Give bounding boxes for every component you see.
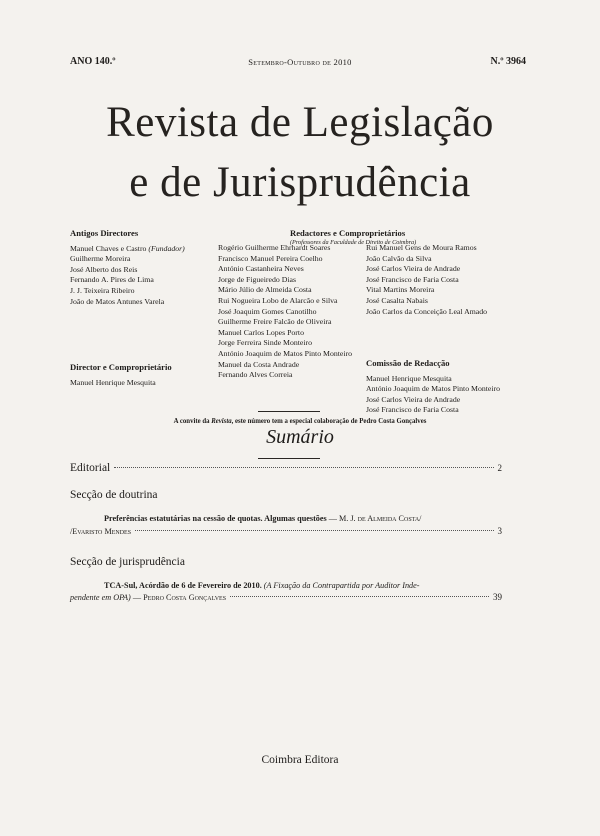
leader-dots xyxy=(230,596,489,597)
editor-name: António Castanheira Neves xyxy=(218,264,304,274)
toc-jurisprudence-entry-cont[interactable] xyxy=(70,592,502,602)
former-director-name: João de Matos Antunes Varela xyxy=(70,296,165,306)
director xyxy=(70,362,220,388)
editors-column-1 xyxy=(218,243,368,381)
issue-number: N.º 3964 xyxy=(490,56,526,67)
former-director-name: José Alberto dos Reis xyxy=(70,264,138,274)
director-heading: Director e Comproprietário xyxy=(70,362,172,372)
article-title: Preferências estatutárias na cessão de quotas. Algumas questões xyxy=(104,514,327,523)
divider xyxy=(258,458,320,459)
editor-name: Guilherme Freire Falcão de Oliveira xyxy=(218,317,332,327)
editor-name: Rogério Guilherme Ehrhardt Soares xyxy=(218,243,331,252)
section-doctrine-heading: Secção de doutrina xyxy=(70,489,158,501)
leader-dots xyxy=(114,467,493,468)
toc-editorial-label: Editorial xyxy=(70,462,111,474)
committee-member: António Joaquim de Matos Pinto Monteiro xyxy=(366,384,501,394)
toc-jurisprudence-entry[interactable] xyxy=(104,579,504,592)
former-directors xyxy=(70,228,220,307)
former-director-name: J. J. Teixeira Ribeiro xyxy=(70,285,135,295)
editor-name: Manuel da Costa Andrade xyxy=(218,359,300,369)
editors-column-2 xyxy=(366,243,516,317)
editor-name: José Joaquim Gomes Canotilho xyxy=(218,306,317,316)
former-director-name: Fernando A. Pires de Lima xyxy=(70,275,154,285)
toc-page-number: 3 xyxy=(497,526,502,536)
director-name: Manuel Henrique Mesquita xyxy=(70,377,156,387)
former-directors-heading: Antigos Directores xyxy=(70,228,139,238)
editors-heading: Redactores e Comproprietários xyxy=(290,228,406,238)
committee-member: Manuel Henrique Mesquita xyxy=(366,373,452,383)
leader-dots xyxy=(135,530,493,531)
editor-name: Francisco Manuel Pereira Coelho xyxy=(218,253,323,263)
editor-name: Rui Nogueira Lobo de Alarcão e Silva xyxy=(218,295,338,305)
journal-title-line-1: Revista de Legislação xyxy=(106,99,494,146)
editor-name: José Francisco de Faria Costa xyxy=(366,274,459,284)
invitation-text-end: , este número tem a especial colaboração de Pedro Costa Gonçalves xyxy=(231,418,427,425)
editor-name: Vital Martins Moreira xyxy=(366,285,435,295)
issue-period: Setembro-Outubro de 2010 xyxy=(248,57,352,67)
former-director-name xyxy=(70,244,220,255)
journal-title-line-2: e de Jurisprudência xyxy=(129,159,471,206)
divider xyxy=(258,411,320,412)
toc-page-number: 2 xyxy=(497,463,502,473)
editorial-committee xyxy=(366,358,516,416)
invitation-text: A convite da xyxy=(173,418,212,425)
toc-page-number: 39 xyxy=(493,592,502,602)
invitation-note xyxy=(0,418,600,425)
ruling-subtitle: (A Fixação da Contrapartida por Auditor Inde- xyxy=(261,581,420,590)
ruling-subtitle-cont-wrap xyxy=(70,593,226,602)
toc-doctrine-entry[interactable] xyxy=(104,512,504,525)
volume-year: ANO 140.º xyxy=(70,56,116,67)
article-authors-cont: /Evaristo Mendes xyxy=(70,527,132,536)
summary-heading: Sumário xyxy=(266,426,334,448)
toc-doctrine-entry-cont[interactable] xyxy=(70,526,502,536)
former-director-name: Guilherme Moreira xyxy=(70,254,131,264)
editor-name: José Casalta Nabais xyxy=(366,295,428,305)
editor-name: João Calvão da Silva xyxy=(366,253,432,263)
editor-name: António Joaquim de Matos Pinto Monteiro xyxy=(218,348,353,358)
editor-name: Rui Manuel Gens de Moura Ramos xyxy=(366,243,477,252)
publisher-name: Coimbra Editora xyxy=(261,754,339,766)
editor-name: João Carlos da Conceição Leal Amado xyxy=(366,306,488,316)
invitation-revista: Revista xyxy=(211,418,232,425)
editor-name: José Carlos Vieira de Andrade xyxy=(366,264,461,274)
editors-subheading: (Professores da Faculdade de Direito de Coimbra) xyxy=(290,239,417,246)
committee-member: José Carlos Vieira de Andrade xyxy=(366,394,461,404)
toc-editorial[interactable] xyxy=(70,462,502,474)
editor-name: Jorge de Figueiredo Dias xyxy=(218,274,297,284)
editor-name: Fernando Alves Correia xyxy=(218,370,293,380)
founder-note: (Fundador) xyxy=(148,243,185,253)
committee-heading: Comissão de Redacção xyxy=(366,358,450,368)
founder-name: Manuel Chaves e Castro xyxy=(70,243,149,253)
article-authors: — M. J. de Almeida Costa/ xyxy=(326,514,422,523)
ruling-subtitle-cont: pendente em OPA) xyxy=(70,593,131,602)
ruling-title: TCA-Sul, Acórdão de 6 de Fevereiro de 2010. xyxy=(104,581,262,590)
committee-member: José Francisco de Faria Costa xyxy=(366,405,459,415)
editor-name: Jorge Ferreira Sinde Monteiro xyxy=(218,338,313,348)
editor-name: Mário Júlio de Almeida Costa xyxy=(218,285,312,295)
editor-name: Manuel Carlos Lopes Porto xyxy=(218,327,304,337)
ruling-author: — Pedro Costa Gonçalves xyxy=(130,593,227,602)
section-jurisprudence-heading: Secção de jurisprudência xyxy=(70,556,185,568)
